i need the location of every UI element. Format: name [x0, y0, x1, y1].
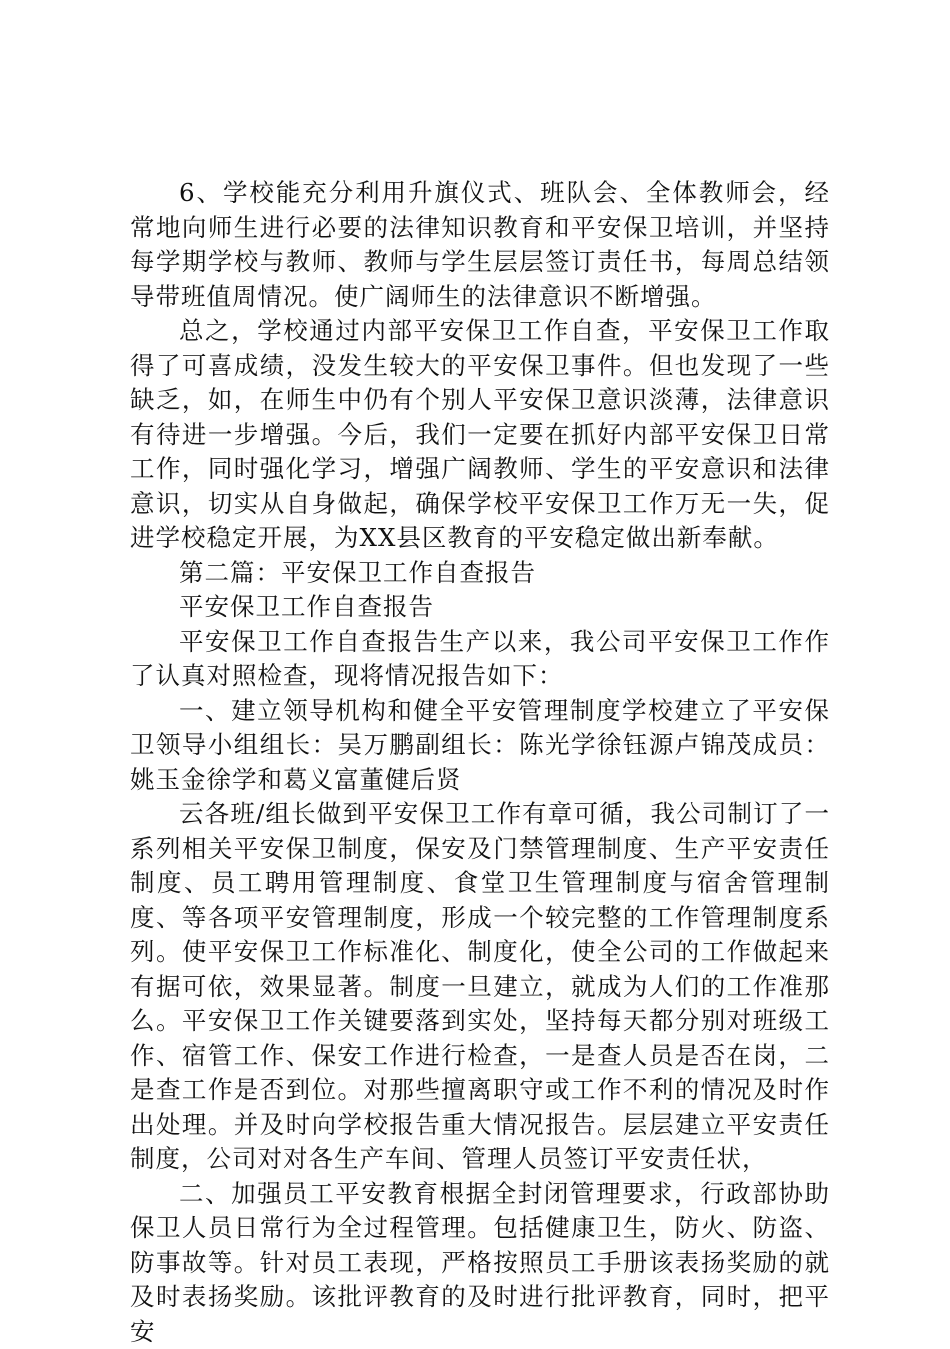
paragraph-intro: 平安保卫工作自查报告生产以来，我公司平安保卫工作作了认真对照检查，现将情况报告如下：	[130, 625, 830, 694]
paragraph-section-1: 一、建立领导机构和健全平安管理制度学校建立了平安保卫领导小组组长：吴万鹏副组长：陈光学徐钰源卢锦茂成员：姚玉金徐学和葛义富董健后贤	[130, 694, 830, 798]
document-body	[130, 176, 830, 1349]
paragraph-section-2: 二、加强员工平安教育根据全封闭管理要求，行政部协助保卫人员日常行为全过程管理。包括健康卫生，防火、防盗、防事故等。针对员工表现，严格按照员工手册该表扬奖励的就及时表扬奖励。该批评教育的及时进行批评教育，同时，把平安	[130, 1177, 830, 1349]
section-heading: 第二篇：平安保卫工作自查报告	[130, 556, 830, 591]
paragraph-summary: 总之，学校通过内部平安保卫工作自查，平安保卫工作取得了可喜成绩，没发生较大的平安保卫事件。但也发现了一些缺乏，如，在师生中仍有个别人平安保卫意识淡薄，法律意识有待进一步增强。今后，我们一定要在抓好内部平安保卫日常工作，同时强化学习，增强广阔教师、学生的平安意识和法律意识，切实从自身做起，确保学校平安保卫工作万无一失，促进学校稳定开展，为XX县区教育的平安稳定做出新奉献。	[130, 314, 830, 556]
report-title: 平安保卫工作自查报告	[130, 590, 830, 625]
paragraph-item-6: 6、学校能充分利用升旗仪式、班队会、全体教师会，经常地向师生进行必要的法律知识教育和平安保卫培训，并坚持每学期学校与教师、教师与学生层层签订责任书，每周总结领导带班值周情况。使广阔师生的法律意识不断增强。	[130, 176, 830, 314]
paragraph-regulations: 云各班/组长做到平安保卫工作有章可循，我公司制订了一系列相关平安保卫制度，保安及门禁管理制度、生产平安责任制度、员工聘用管理制度、食堂卫生管理制度与宿舍管理制度、等各项平安管理制度，形成一个较完整的工作管理制度系列。使平安保卫工作标准化、制度化，使全公司的工作做起来有据可依，效果显著。制度一旦建立，就成为人们的工作准那么。平安保卫工作关键要落到实处，坚持每天都分别对班级工作、宿管工作、保安工作进行检查，一是查人员是否在岗，二是查工作是否到位。对那些擅离职守或工作不利的情况及时作出处理。并及时向学校报告重大情况报告。层层建立平安责任制度，公司对对各生产车间、管理人员签订平安责任状，	[130, 797, 830, 1177]
